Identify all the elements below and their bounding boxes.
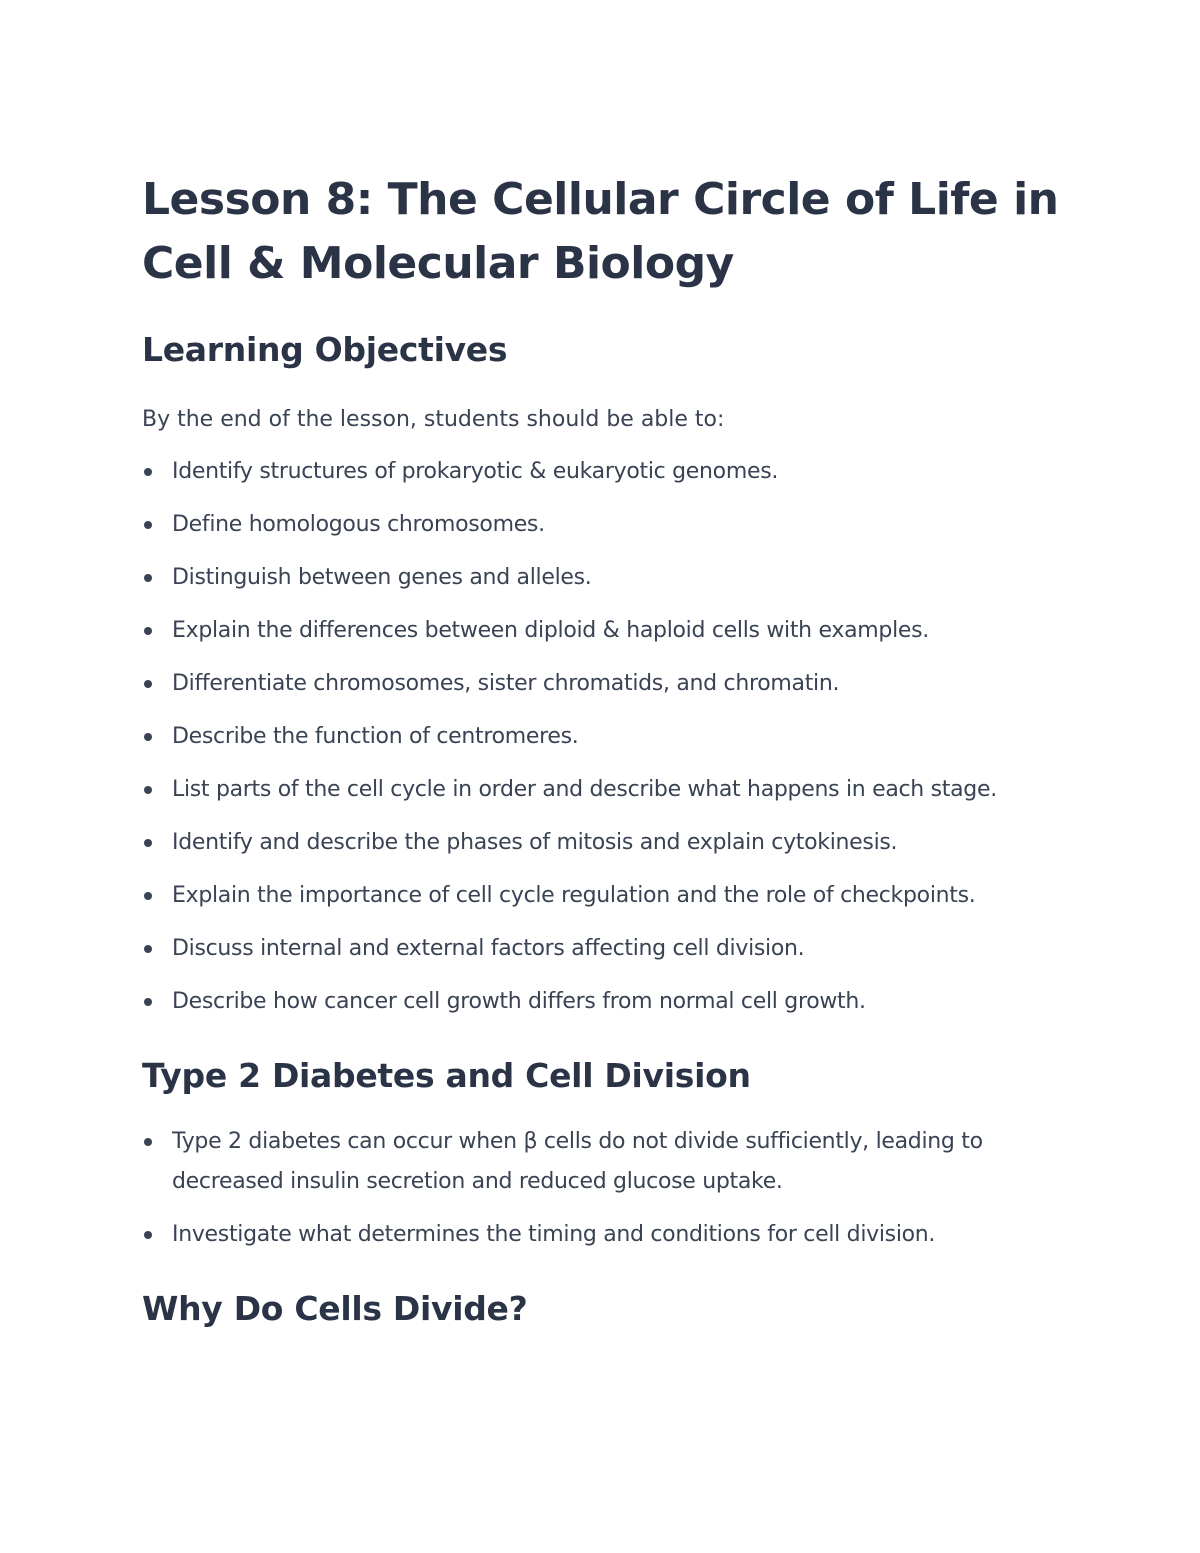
- list-item: Discuss internal and external factors affecting cell division.: [142, 929, 1062, 969]
- objectives-list: [142, 452, 1062, 1022]
- objectives-intro: By the end of the lesson, students should be able to:: [142, 407, 725, 432]
- document-page: [142, 168, 1062, 1329]
- list-item: Describe how cancer cell growth differs from normal cell growth.: [142, 982, 1062, 1022]
- list-item: Define homologous chromosomes.: [142, 505, 1062, 545]
- list-item: Type 2 diabetes can occur when β cells do not divide sufficiently, leading to decreased insulin secretion and reduced glucose uptake.: [142, 1122, 1062, 1202]
- section-heading-why-do-cells-divide: Why Do Cells Divide?: [142, 1289, 528, 1328]
- list-item: Investigate what determines the timing and conditions for cell division.: [142, 1215, 1062, 1255]
- list-item: Identify and describe the phases of mitosis and explain cytokinesis.: [142, 823, 1062, 863]
- list-item: Explain the differences between diploid & haploid cells with examples.: [142, 611, 1062, 651]
- list-item: List parts of the cell cycle in order and describe what happens in each stage.: [142, 770, 1062, 810]
- section-heading-type-2-diabetes: Type 2 Diabetes and Cell Division: [142, 1056, 751, 1095]
- list-item: Describe the function of centromeres.: [142, 717, 1062, 757]
- lesson-title: Lesson 8: The Cellular Circle of Life in Cell & Molecular Biology: [142, 174, 1059, 289]
- diabetes-list: [142, 1122, 1062, 1255]
- list-item: Explain the importance of cell cycle regulation and the role of checkpoints.: [142, 876, 1062, 916]
- section-heading-learning-objectives: Learning Objectives: [142, 330, 508, 369]
- list-item: Distinguish between genes and alleles.: [142, 558, 1062, 598]
- list-item: Identify structures of prokaryotic & eukaryotic genomes.: [142, 452, 1062, 492]
- list-item: Differentiate chromosomes, sister chromatids, and chromatin.: [142, 664, 1062, 704]
